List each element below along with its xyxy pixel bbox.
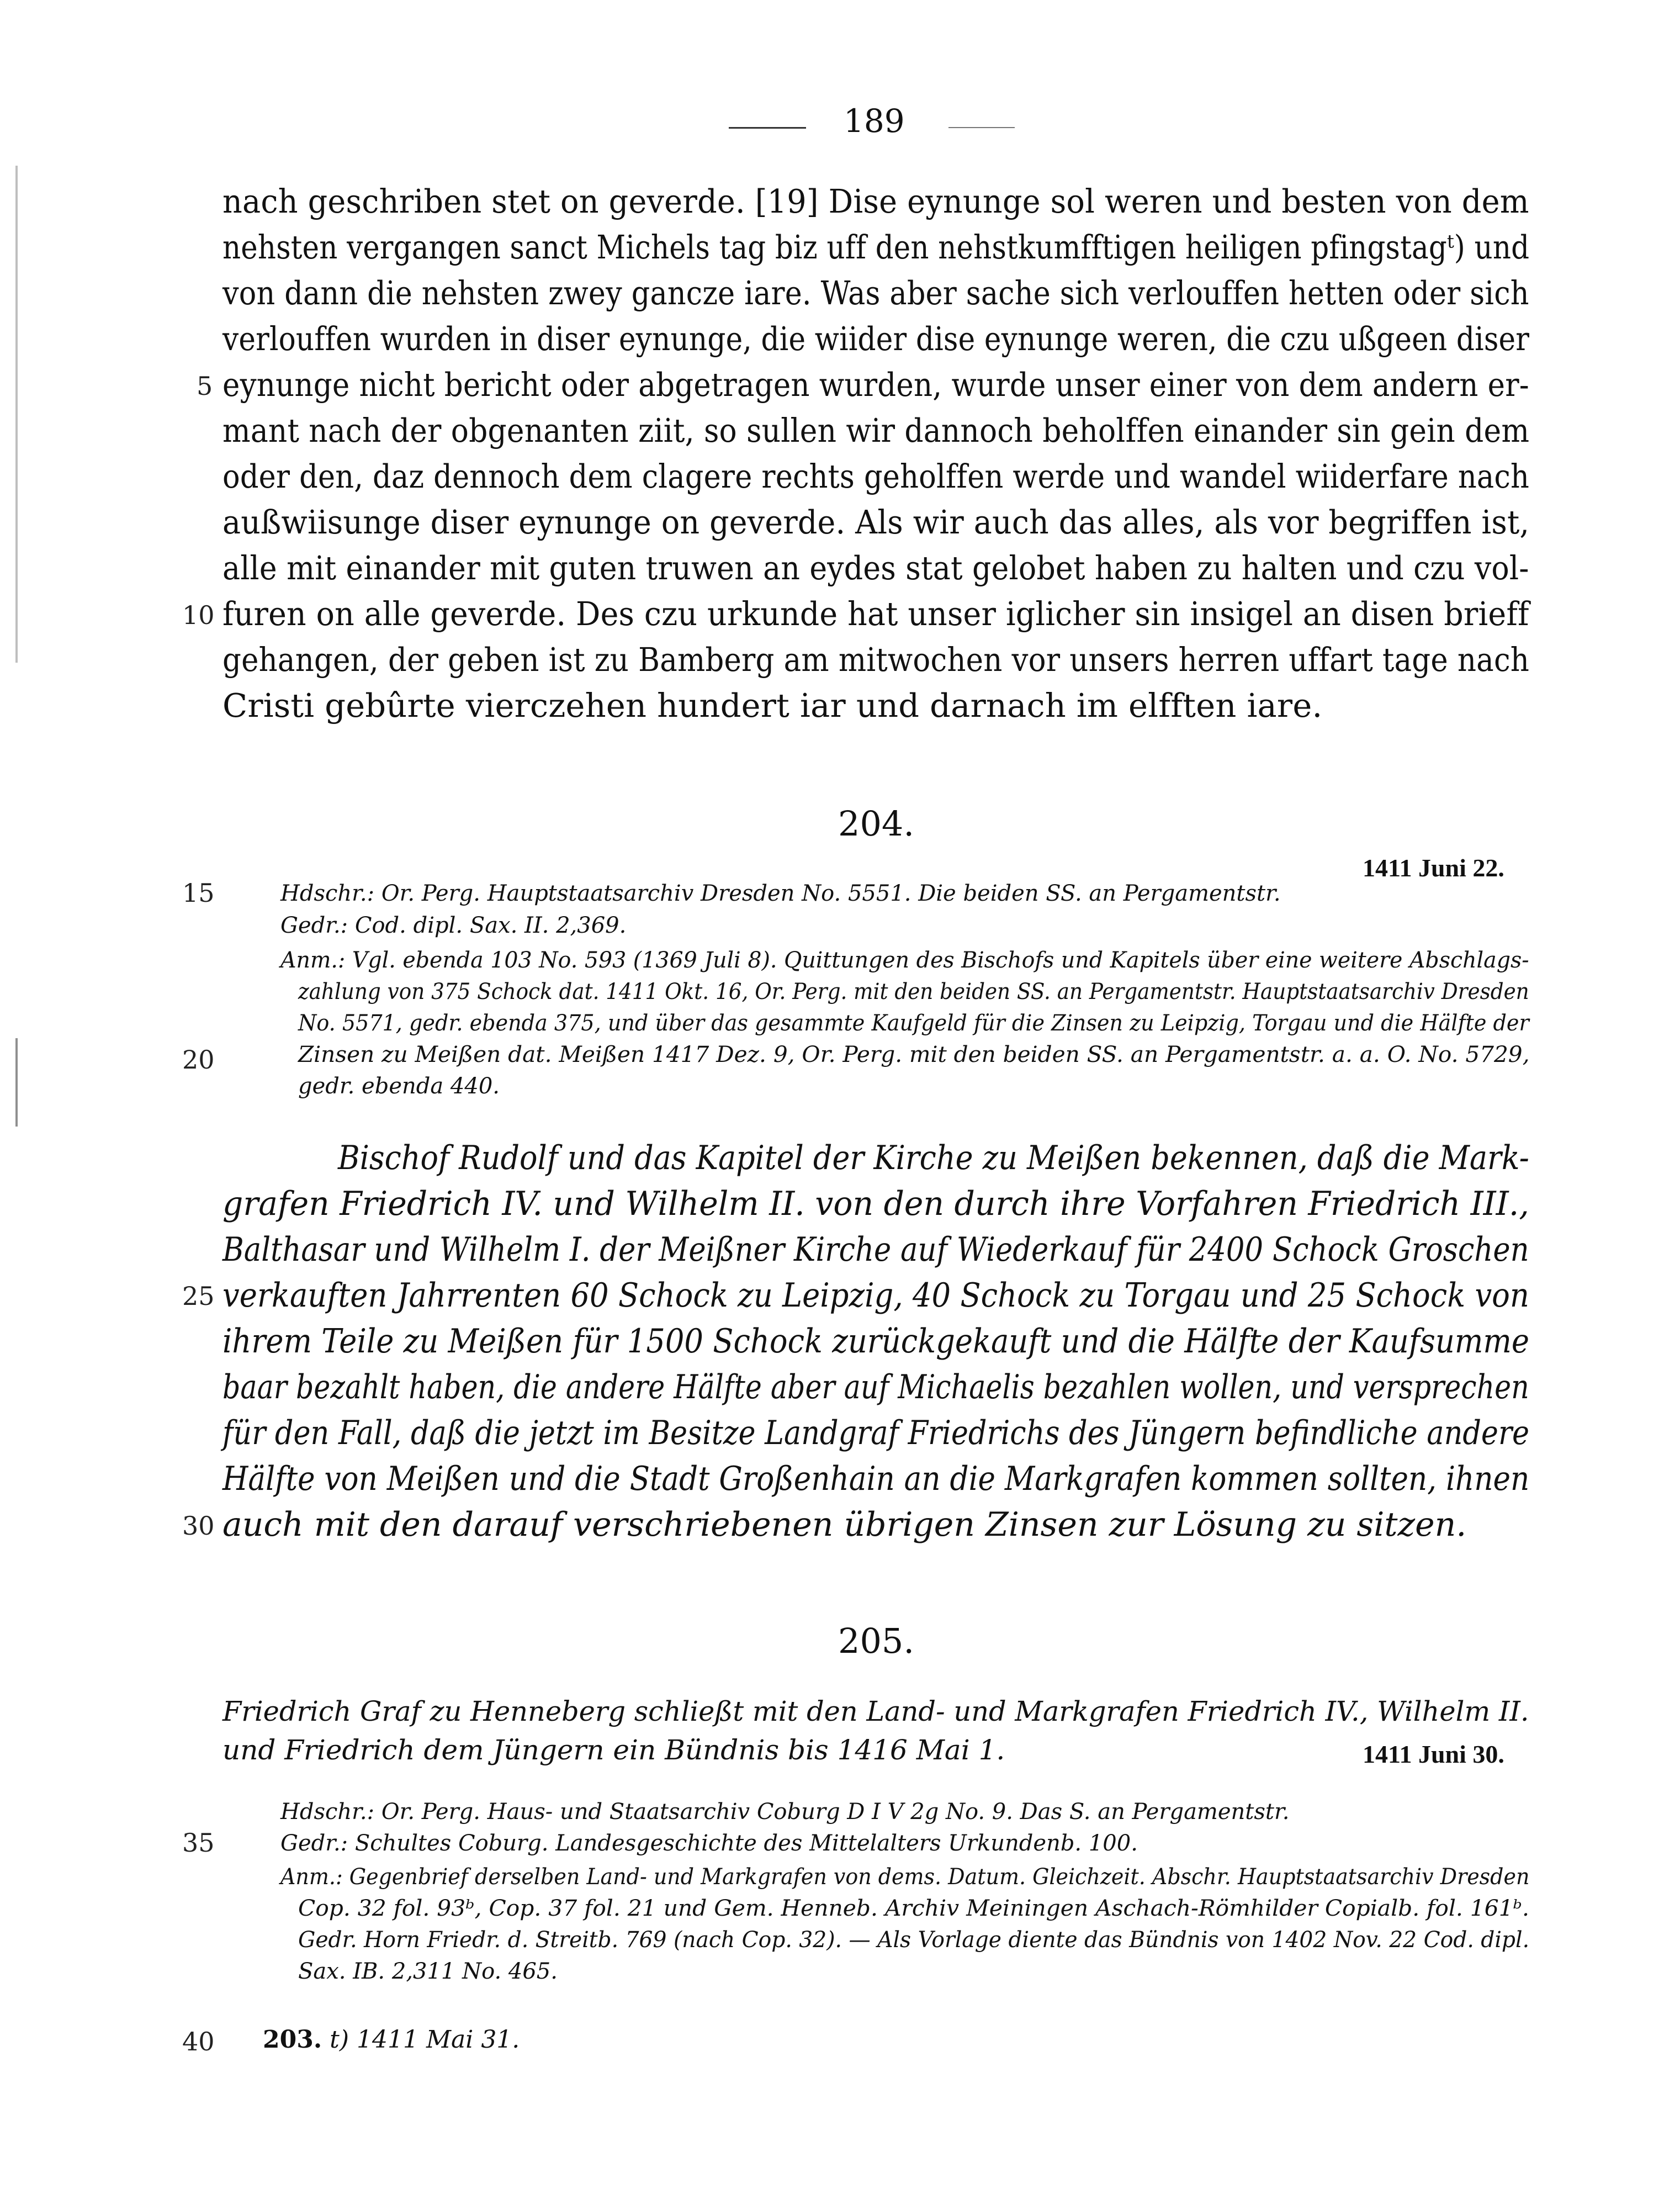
footnote — [263, 2026, 520, 2054]
summary-line: Bischof Rudolf und das Kapitel der Kirche zu Meißen bekennen, daß die Mark- — [338, 1139, 1529, 1177]
document-date: 1411 Juni 22. — [1363, 854, 1504, 882]
header-rule-left — [729, 127, 806, 129]
summary-line: auch mit den darauf verschriebenen übrigen Zinsen zur Lösung zu sitzen. — [222, 1505, 1467, 1544]
text-line: mant nach der obgenanten ziit, so sullen wir dannoch beholffen einander sin gein dem — [222, 411, 1530, 450]
text-line: gehangen, der geben ist zu Bamberg am mitwochen vor unsers herren uffart tage nach — [222, 641, 1530, 679]
line-number: 20 — [182, 1045, 215, 1075]
line-number: 15 — [182, 878, 215, 908]
source-line: Zinsen zu Meißen dat. Meißen 1417 Dez. 9, Or. Perg. mit den beiden SS. an Pergamentstr. a. a. O. No. 5729, — [298, 1042, 1530, 1067]
summary-line: Friedrich Graf zu Henneberg schließt mit den Land- und Markgrafen Friedrich IV., Wilhelm II. — [222, 1695, 1529, 1727]
source-line: No. 5571, gedr. ebenda 375, und über das gesammte Kaufgeld für die Zinsen zu Leipzig, Torgau und die Hälfte der — [298, 1011, 1529, 1036]
summary-line: ihrem Teile zu Meißen für 1500 Schock zurückgekauft und die Hälfte der Kaufsumme — [222, 1322, 1530, 1361]
summary-line: Balthasar und Wilhelm I. der Meißner Kirche auf Wiederkauf für 2400 Schock Groschen — [222, 1230, 1529, 1269]
text-line: furen on alle geverde. Des czu urkunde hat unser iglicher sin insigel an disen brieff — [222, 595, 1529, 633]
source-line: Hdschr.: Or. Perg. Haus- und Staatsarchiv Coburg D I V 2g No. 9. Das S. an Pergamentstr. — [280, 1799, 1290, 1825]
text-line: Cristi gebûrte vierczehen hundert iar und darnach im elfften iare. — [222, 686, 1323, 725]
text-line: eynunge nicht bericht oder abgetragen wurden, wurde unser einer von dem andern er- — [222, 366, 1529, 404]
document-number: 204. — [838, 803, 915, 844]
source-line: Gedr. Horn Friedr. d. Streitb. 769 (nach Cop. 32). — Als Vorlage diente das Bündnis von 1402 Nov. 22 Cod. dipl. — [298, 1927, 1530, 1953]
source-line: Gedr.: Cod. dipl. Sax. II. 2,369. — [280, 913, 627, 938]
source-line: Anm.: Vgl. ebenda 103 No. 593 (1369 Juli 8). Quittungen des Bischofs und Kapitels über eine weitere Abschlags- — [280, 948, 1529, 973]
source-line: Cop. 32 fol. 93ᵇ, Cop. 37 fol. 21 und Gem. Henneb. Archiv Meiningen Aschach-Römhilder Copialb. fol. 161ᵇ. — [298, 1896, 1529, 1921]
summary-line: und Friedrich dem Jüngern ein Bündnis bis 1416 Mai 1. — [222, 1734, 1005, 1766]
text-line: außwiisunge diser eynunge on geverde. Als wir auch das alles, als vor begriffen ist, — [222, 503, 1530, 541]
page-number: 189 — [844, 102, 905, 140]
header-rule-right — [948, 127, 1015, 128]
line-number: 30 — [182, 1511, 215, 1541]
document-number: 205. — [838, 1621, 915, 1661]
document-date: 1411 Juni 30. — [1363, 1740, 1504, 1768]
line-number: 10 — [182, 600, 215, 630]
text-line: alle mit einander mit guten truwen an eydes stat gelobet haben zu halten und czu vol- — [222, 549, 1529, 587]
line-number: 40 — [182, 2027, 215, 2056]
source-line: Anm.: Gegenbrief derselben Land- und Markgrafen von dems. Datum. Gleichzeit. Abschr. Hauptstaatsarchiv Dresden — [280, 1864, 1530, 1890]
source-line: Sax. IB. 2,311 No. 465. — [298, 1959, 558, 1984]
footnote-text: t) 1411 Mai 31. — [330, 2026, 520, 2054]
text-line: nehsten vergangen sanct Michels tag biz uff den nehstkumfftigen heiligen pfingstagᵗ) und — [222, 228, 1530, 266]
summary-line: Hälfte von Meißen und die Stadt Großenhain an die Markgrafen kommen sollten, ihnen — [222, 1460, 1530, 1498]
margin-mark — [15, 166, 18, 663]
source-line: Gedr.: Schultes Coburg. Landesgeschichte des Mittelalters Urkundenb. 100. — [280, 1831, 1138, 1856]
source-line: Hdschr.: Or. Perg. Hauptstaatsarchiv Dresden No. 5551. Die beiden SS. an Pergamentstr. — [280, 881, 1281, 906]
summary-line: baar bezahlt haben, die andere Hälfte aber auf Michaelis bezahlen wollen, und versprechen — [222, 1368, 1529, 1407]
summary-line: verkauften Jahrrenten 60 Schock zu Leipzig, 40 Schock zu Torgau und 25 Schock von — [222, 1276, 1529, 1315]
source-line: zahlung von 375 Schock dat. 1411 Okt. 16, Or. Perg. mit den beiden SS. an Pergamentstr. Hauptstaatsarchiv Dresden — [298, 979, 1529, 1004]
summary-line: für den Fall, daß die jetzt im Besitze Landgraf Friedrichs des Jüngern befindliche andere — [222, 1414, 1530, 1452]
line-number: 25 — [182, 1281, 215, 1311]
text-line: oder den, daz dennoch dem clagere rechts geholffen werde und wandel wiiderfare nach — [222, 457, 1530, 495]
margin-mark — [15, 1038, 18, 1127]
line-number: 5 — [197, 371, 213, 401]
line-number: 35 — [182, 1828, 215, 1858]
footnote-ref: 203. — [263, 2026, 322, 2054]
text-line: nach geschriben stet on geverde. [19] Dise eynunge sol weren und besten von dem — [222, 182, 1529, 220]
source-line: gedr. ebenda 440. — [298, 1074, 500, 1099]
text-line: von dann die nehsten zwey gancze iare. Was aber sache sich verlouffen hetten oder sich — [222, 274, 1529, 312]
summary-line: grafen Friedrich IV. und Wilhelm II. von den durch ihre Vorfahren Friedrich III., — [222, 1185, 1529, 1223]
text-line: verlouffen wurden in diser eynunge, die wiider dise eynunge weren, die czu ußgeen diser — [222, 320, 1530, 358]
